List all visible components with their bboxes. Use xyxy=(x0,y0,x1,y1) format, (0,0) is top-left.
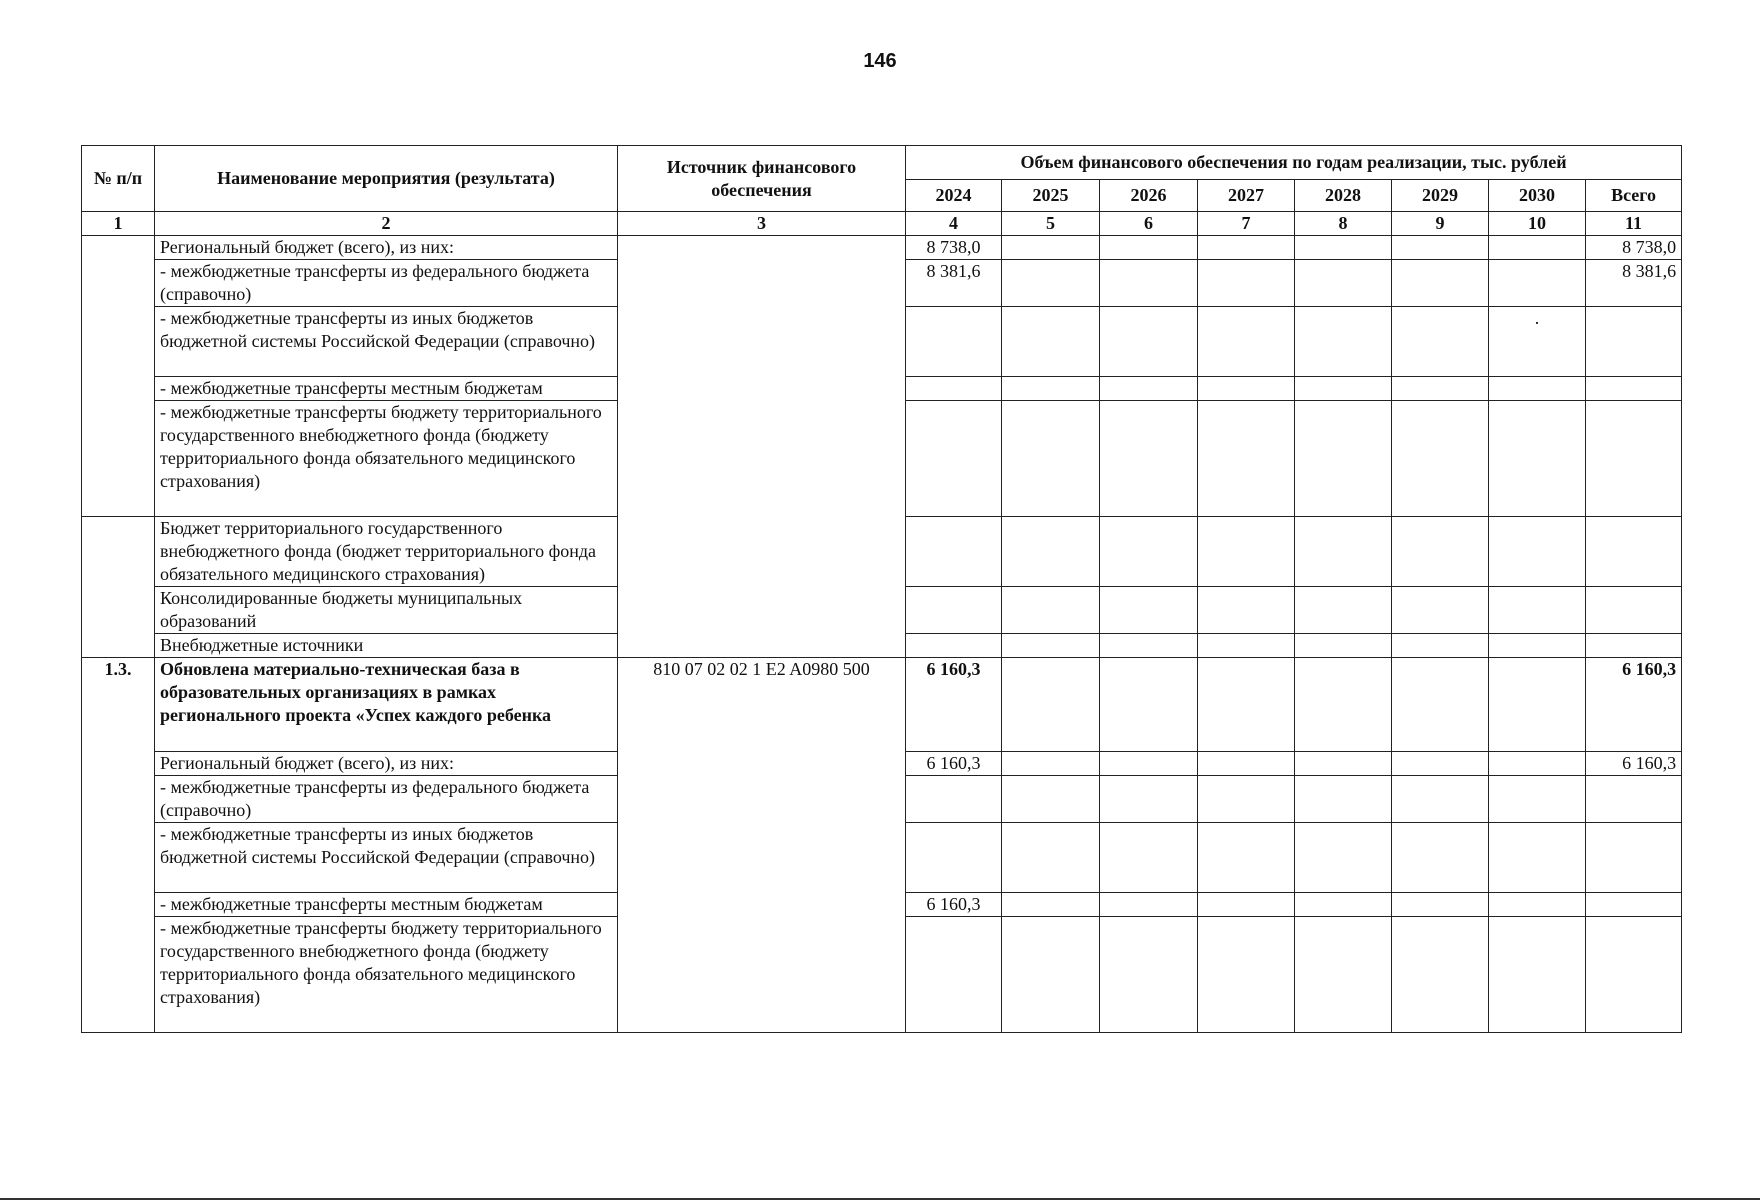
row-name: Обновлена материально-техническая база в образовательных организациях в рамках регионального проекта «Успех каждого ребенка xyxy=(155,658,618,752)
row-name: Региональный бюджет (всего), из них: xyxy=(155,236,618,260)
row-name: - межбюджетные трансферты из иных бюджетов бюджетной системы Российской Федерации (справочно) xyxy=(155,307,618,377)
cell-total xyxy=(1586,587,1682,634)
cell-2024 xyxy=(906,917,1002,1033)
cell-2024: 8 738,0 xyxy=(906,236,1002,260)
header-total: Всего xyxy=(1586,180,1682,212)
cell-total xyxy=(1586,517,1682,587)
row-name: - межбюджетные трансферты местным бюджетам xyxy=(155,893,618,917)
cell-2024 xyxy=(906,587,1002,634)
col-index: 9 xyxy=(1392,212,1489,236)
table-row xyxy=(82,236,1682,260)
header-year-2030: 2030 xyxy=(1489,180,1586,212)
cell-total xyxy=(1586,634,1682,658)
row-name: - межбюджетные трансферты местным бюджетам xyxy=(155,377,618,401)
col-index: 4 xyxy=(906,212,1002,236)
row-name: - межбюджетные трансферты из иных бюджетов бюджетной системы Российской Федерации (справочно) xyxy=(155,823,618,893)
col-index: 3 xyxy=(618,212,906,236)
header-name: Наименование мероприятия (результата) xyxy=(155,146,618,212)
cell-2024 xyxy=(906,517,1002,587)
cell-2024: 6 160,3 xyxy=(906,752,1002,776)
row-num: 1.3. xyxy=(82,658,155,1033)
header-year-2029: 2029 xyxy=(1392,180,1489,212)
header-year-2028: 2028 xyxy=(1295,180,1392,212)
cell-2024: 6 160,3 xyxy=(906,893,1002,917)
row-name: - межбюджетные трансферты из федерального бюджета (справочно) xyxy=(155,260,618,307)
cell-total xyxy=(1586,401,1682,517)
row-name: Консолидированные бюджеты муниципальных образований xyxy=(155,587,618,634)
cell-total: 8 738,0 xyxy=(1586,236,1682,260)
col-index: 2 xyxy=(155,212,618,236)
row-source xyxy=(618,236,906,658)
col-index: 10 xyxy=(1489,212,1586,236)
cell-2024 xyxy=(906,776,1002,823)
col-index: 8 xyxy=(1295,212,1392,236)
row-name: Бюджет территориального государственного внебюджетного фонда (бюджет территориального фонда обязательного медицинского страхования) xyxy=(155,517,618,587)
header-source: Источник финансового обеспечения xyxy=(618,146,906,212)
col-index: 6 xyxy=(1100,212,1198,236)
cell-2024 xyxy=(906,401,1002,517)
row-name: Внебюджетные источники xyxy=(155,634,618,658)
header-year-2026: 2026 xyxy=(1100,180,1198,212)
page-number: 146 xyxy=(863,50,897,72)
header-year-2025: 2025 xyxy=(1002,180,1100,212)
row-name: - межбюджетные трансферты из федерального бюджета (справочно) xyxy=(155,776,618,823)
cell-total: 6 160,3 xyxy=(1586,658,1682,752)
header-num: № п/п xyxy=(82,146,155,212)
cell-total xyxy=(1586,893,1682,917)
row-num xyxy=(82,236,155,517)
cell-2024: 8 381,6 xyxy=(906,260,1002,307)
col-index: 11 xyxy=(1586,212,1682,236)
header-year-2024: 2024 xyxy=(906,180,1002,212)
financing-table xyxy=(81,145,1682,1033)
row-num xyxy=(82,517,155,658)
cell-2030-mark: . xyxy=(1489,307,1586,377)
cell-total xyxy=(1586,377,1682,401)
cell-2024 xyxy=(906,634,1002,658)
row-name: Региональный бюджет (всего), из них: xyxy=(155,752,618,776)
cell-2024 xyxy=(906,823,1002,893)
column-index-row xyxy=(82,212,1682,236)
cell-total xyxy=(1586,307,1682,377)
cell-2024: 6 160,3 xyxy=(906,658,1002,752)
cell-2024 xyxy=(906,377,1002,401)
row-source: 810 07 02 02 1 E2 A0980 500 xyxy=(618,658,906,1033)
cell-total xyxy=(1586,776,1682,823)
table-row xyxy=(82,658,1682,752)
cell-total xyxy=(1586,823,1682,893)
cell-total xyxy=(1586,917,1682,1033)
row-name: - межбюджетные трансферты бюджету территориального государственного внебюджетного фонда (бюджету территориального фонда обязательного медицинского страхования) xyxy=(155,917,618,1033)
col-index: 5 xyxy=(1002,212,1100,236)
col-index: 1 xyxy=(82,212,155,236)
col-index: 7 xyxy=(1198,212,1295,236)
header-year-2027: 2027 xyxy=(1198,180,1295,212)
cell-total: 6 160,3 xyxy=(1586,752,1682,776)
cell-total: 8 381,6 xyxy=(1586,260,1682,307)
header-volume: Объем финансового обеспечения по годам реализации, тыс. рублей xyxy=(906,146,1682,180)
cell-2024 xyxy=(906,307,1002,377)
row-name: - межбюджетные трансферты бюджету территориального государственного внебюджетного фонда (бюджету территориального фонда обязательного медицинского страхования) xyxy=(155,401,618,517)
